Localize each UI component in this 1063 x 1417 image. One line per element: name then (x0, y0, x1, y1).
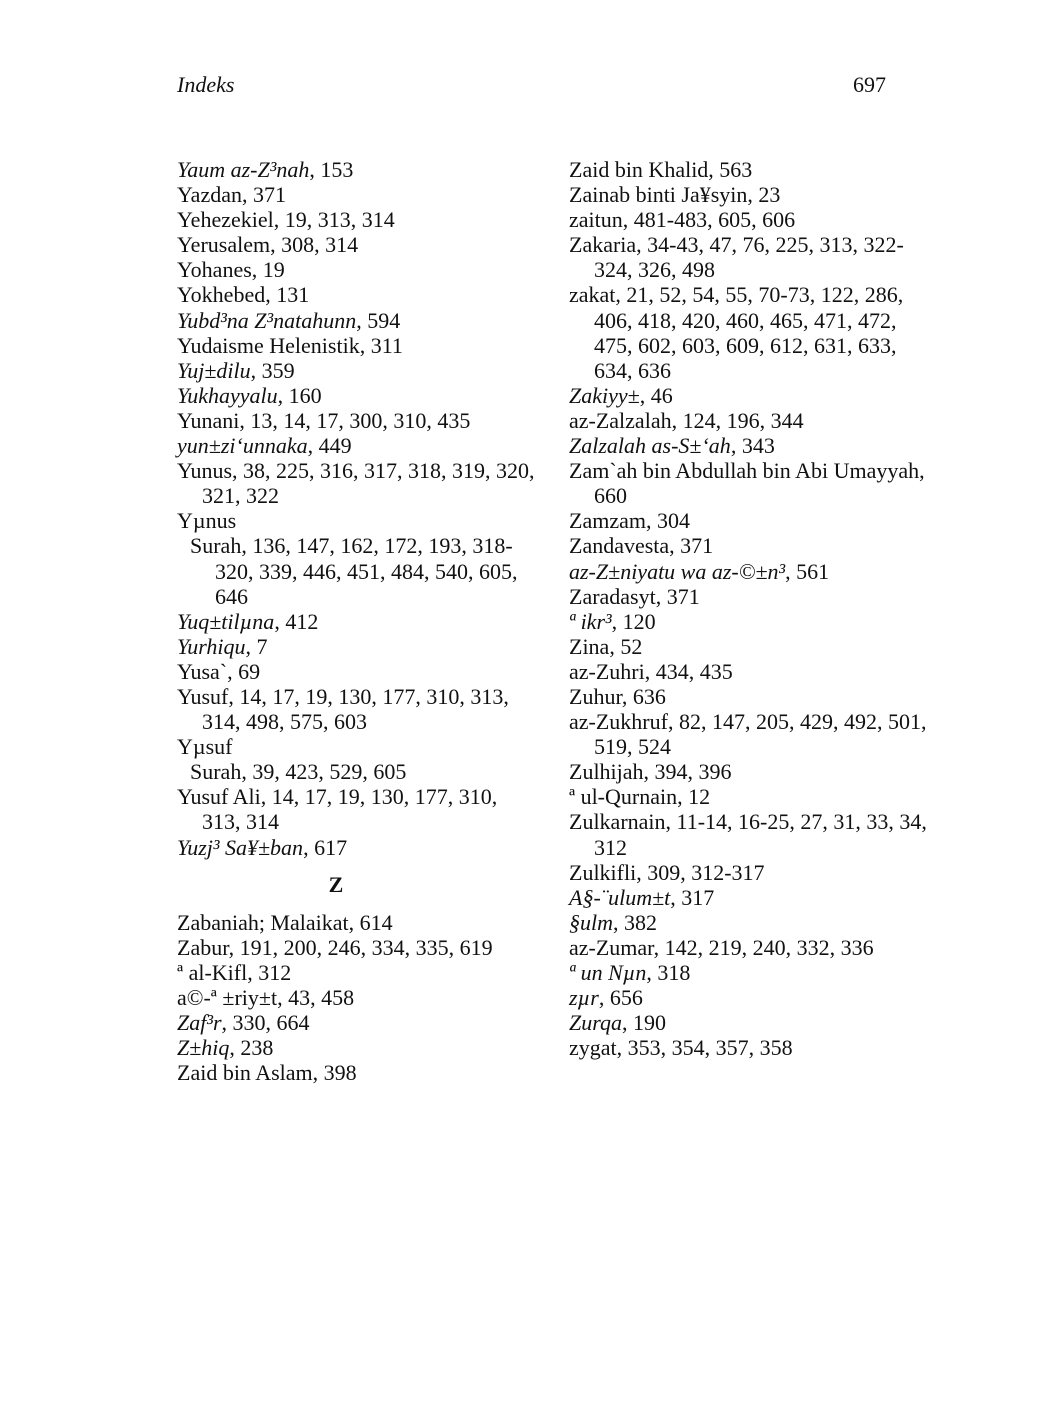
index-entry (177, 784, 537, 834)
index-entry (569, 709, 939, 759)
index-entry (569, 559, 939, 584)
index-pages: , 449 (307, 433, 352, 459)
index-entry (177, 182, 537, 207)
index-entry (569, 885, 939, 910)
index-entry (177, 910, 537, 935)
index-term: Yerusalem, 308, 314 (177, 232, 359, 258)
index-term: Zainab binti Ja¥syin, 23 (569, 182, 781, 208)
index-term: ª ul-Qurnain, 12 (569, 784, 711, 810)
index-entry (569, 809, 939, 859)
index-entry (177, 985, 537, 1010)
index-column-right (569, 157, 939, 1060)
index-term-italic: Yukhayyalu (177, 382, 278, 408)
index-entry (569, 408, 939, 433)
index-term: Surah, 136, 147, 162, 172, 193, 318-320, 339, 446, 451, 484, 540, 605, 646 (190, 533, 518, 609)
index-pages: , 160 (277, 382, 322, 408)
index-term: az-Zukhruf, 82, 147, 205, 429, 492, 501, 519, 524 (569, 709, 927, 760)
index-entry (177, 835, 537, 860)
index-pages: , 382 (613, 909, 657, 935)
index-entry (177, 960, 537, 985)
index-term: Surah, 39, 423, 529, 605 (190, 759, 407, 785)
index-entry (569, 533, 939, 558)
index-term-italic: Zalzalah as-S±‘ah (569, 433, 731, 459)
index-term: az-Zumar, 142, 219, 240, 332, 336 (569, 934, 874, 960)
index-term: Yusuf, 14, 17, 19, 130, 177, 310, 313, 314, 498, 575, 603 (177, 683, 509, 735)
index-term: Zaid bin Aslam, 398 (177, 1060, 357, 1086)
index-term: ª al-Kifl, 312 (177, 959, 292, 985)
entries-z (177, 910, 537, 1086)
index-term: Zulkifli, 309, 312-317 (569, 859, 765, 885)
index-pages: , 343 (730, 433, 775, 459)
index-term: az-Zalzalah, 124, 196, 344 (569, 407, 804, 433)
index-term-italic: Zurqa (569, 1010, 622, 1036)
index-entry (177, 282, 537, 307)
index-term: a©-ª ±riy±t, 43, 458 (177, 985, 355, 1010)
index-entry (177, 759, 537, 784)
index-entry (177, 684, 537, 734)
index-term: Zandavesta, 371 (569, 533, 714, 559)
index-entry (569, 207, 939, 232)
index-term-italic: yun±zi‘unnaka (177, 433, 308, 459)
index-entry (177, 533, 537, 608)
index-term-italic: A§-¨ulum±t (569, 884, 671, 910)
index-pages: , 656 (598, 985, 643, 1011)
index-entry (177, 232, 537, 257)
index-pages: , 238 (229, 1035, 274, 1061)
index-entry (177, 257, 537, 282)
index-entry (177, 433, 537, 458)
index-pages: , 617 (303, 834, 348, 860)
section-letter-z: Z (328, 871, 344, 897)
index-entry (569, 232, 939, 282)
index-entry (177, 609, 537, 634)
index-term: Zakaria, 34-43, 47, 76, 225, 313, 322-324, 326, 498 (569, 232, 904, 283)
index-term: Zuhur, 636 (569, 683, 666, 709)
index-entry (177, 458, 537, 508)
index-term-italic: Yuzj³ Sa¥±ban (177, 834, 304, 860)
index-pages: , 412 (274, 608, 319, 634)
index-pages: , 594 (356, 307, 401, 333)
index-entry (569, 383, 939, 408)
index-entry (177, 408, 537, 433)
index-term: zaitun, 481-483, 605, 606 (569, 207, 796, 233)
index-pages: , 120 (611, 608, 656, 634)
running-header-title: Indeks (177, 72, 235, 97)
index-pages: , 318 (646, 960, 691, 985)
index-term: Zabaniah; Malaikat, 614 (177, 909, 393, 935)
page-number: 697 (853, 72, 886, 97)
index-term: az-Zuhri, 434, 435 (569, 658, 733, 684)
index-entry (569, 157, 939, 182)
index-term: Yokhebed, 131 (177, 282, 310, 308)
index-entry (569, 609, 939, 634)
index-pages: , 46 (639, 382, 673, 408)
index-entry (569, 1035, 939, 1060)
index-term: Zamzam, 304 (569, 508, 690, 534)
entries-y (177, 157, 537, 860)
index-entry (569, 759, 939, 784)
index-term: Yunus, 38, 225, 316, 317, 318, 319, 320, 321, 322 (177, 458, 535, 509)
index-entry (569, 584, 939, 609)
index-entry (177, 634, 537, 659)
index-term: Zam`ah bin Abdullah bin Abi Umayyah, 660 (569, 458, 925, 509)
index-term-italic: Yuj±dilu (177, 357, 251, 383)
index-entry (569, 659, 939, 684)
index-entry (177, 1060, 537, 1085)
index-term-italic: ª un Nµn (569, 960, 647, 985)
index-entry (569, 508, 939, 533)
index-term: Zulkarnain, 11-14, 16-25, 27, 31, 33, 34, 312 (569, 809, 927, 860)
index-term: Yunani, 13, 14, 17, 300, 310, 435 (177, 407, 471, 433)
index-entry (569, 985, 939, 1010)
index-pages: , 330, 664 (221, 1010, 310, 1036)
index-term-italic: zµr (569, 985, 599, 1011)
index-term: Yazdan, 371 (177, 182, 286, 208)
index-term: Yohanes, 19 (177, 257, 285, 283)
index-entry (177, 508, 537, 533)
index-term: zygat, 353, 354, 357, 358 (569, 1035, 793, 1061)
index-pages: , 359 (250, 357, 295, 383)
index-term: Yehezekiel, 19, 313, 314 (177, 207, 395, 233)
index-entry (569, 182, 939, 207)
index-entry (177, 935, 537, 960)
index-pages: , 317 (670, 884, 715, 910)
index-entry (569, 910, 939, 935)
index-term: Zaid bin Khalid, 563 (569, 157, 753, 182)
index-term-italic: ª ikr³ (569, 608, 612, 634)
index-pages: , 153 (309, 157, 354, 182)
index-entry (177, 333, 537, 358)
index-term-italic: Z±hiq (177, 1035, 230, 1061)
index-entry (569, 684, 939, 709)
index-term: Yusa`, 69 (177, 658, 261, 684)
index-column-left (177, 157, 537, 1085)
index-entry (177, 308, 537, 333)
index-term-italic: Yaum az-Z³nah (177, 157, 310, 182)
index-entry (177, 207, 537, 232)
index-term: Yusuf Ali, 14, 17, 19, 130, 177, 310, 313, 314 (177, 784, 498, 835)
index-entry (569, 458, 939, 508)
index-entry (569, 1010, 939, 1035)
index-pages: , 561 (785, 558, 830, 584)
index-entry (569, 935, 939, 960)
index-term: Yµnus (177, 508, 237, 534)
index-entry (177, 383, 537, 408)
index-term: zakat, 21, 52, 54, 55, 70-73, 122, 286, 406, 418, 420, 460, 465, 471, 472, 475, 602, 603, 609, 612, 631, 633, 634, 636 (569, 282, 904, 383)
index-entry (177, 734, 537, 759)
index-term-italic: §ulm (569, 909, 613, 935)
index-entry (177, 358, 537, 383)
index-entry (177, 157, 537, 182)
index-term-italic: Zakiyy± (569, 382, 640, 408)
entries-z-continued (569, 157, 939, 1060)
index-entry (569, 282, 939, 382)
index-entry (177, 1010, 537, 1035)
index-term-italic: Yuq±tilµna (177, 608, 275, 634)
index-term: Zina, 52 (569, 633, 643, 659)
index-entry (177, 1035, 537, 1060)
index-term-italic: Yubd³na Z³natahunn (177, 307, 357, 333)
index-term-italic: az-Z±niyatu wa az-©±n³ (569, 558, 786, 584)
index-entry (569, 784, 939, 809)
index-term: Yµsuf (177, 734, 233, 760)
index-pages: , 7 (245, 633, 268, 659)
index-term: Zabur, 191, 200, 246, 334, 335, 619 (177, 934, 493, 960)
index-entry (177, 659, 537, 684)
index-entry (569, 634, 939, 659)
index-term: Yudaisme Helenistik, 311 (177, 332, 403, 358)
index-term-italic: Yurhiqu (177, 633, 246, 659)
index-entry (569, 860, 939, 885)
index-term-italic: Zaf³r (177, 1010, 222, 1036)
index-entry (569, 960, 939, 985)
index-entry (569, 433, 939, 458)
index-pages: , 190 (621, 1010, 666, 1036)
index-term: Zulhijah, 394, 396 (569, 759, 732, 785)
index-term: Zaradasyt, 371 (569, 583, 700, 609)
